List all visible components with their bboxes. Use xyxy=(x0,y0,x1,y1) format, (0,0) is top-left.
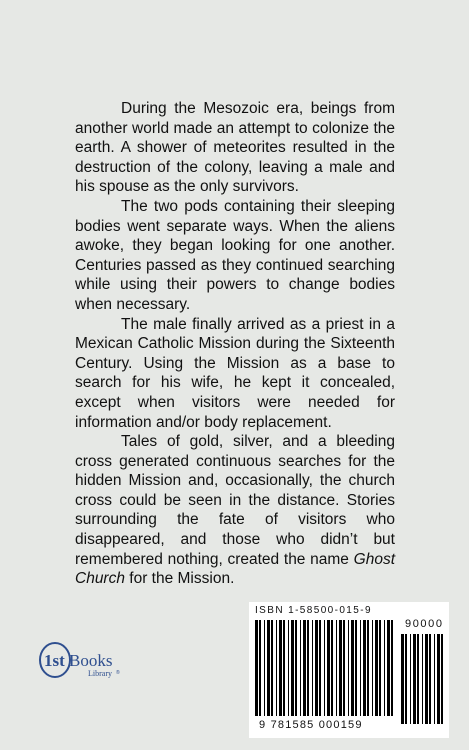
isbn-label: ISBN 1-58500-015-9 xyxy=(255,605,372,616)
barcode-block xyxy=(249,602,449,738)
logo-books: Books xyxy=(69,651,113,670)
blurb-paragraph-1: During the Mesozoic era, beings from another world made an attempt to colonize the earth. A shower of meteorites resulted in the destruction of the colony, leaving a male and his spouse as the only survivors. xyxy=(75,100,395,196)
barcode-digits: 9 781585 000159 xyxy=(259,719,363,731)
blurb-paragraph-4-text: Tales of gold, silver, and a bleeding cross generated continuous searches for the hidden Mission and, occasionally, the church cross could be seen in the distance. Stories surrounding the fate of visitors who disappeared, and those who didn’t but remembered nothing, created the name xyxy=(75,433,395,568)
book-title-mention: Ghost Church xyxy=(75,550,395,588)
logo-library: Library xyxy=(88,669,112,678)
publisher-logo xyxy=(38,638,148,684)
logo-1st: 1st xyxy=(44,651,65,670)
price-code: 90000 xyxy=(405,618,444,630)
blurb-paragraph-3: The male finally arrived as a priest in a Mexican Catholic Mission during the Sixteenth Century. Using the Mission as a base to search for his wife, he kept it concealed, except when visitors were needed for information and/or body replacement. xyxy=(75,315,395,431)
blurb-paragraph-4-end: for the Mission. xyxy=(124,570,235,588)
blurb-paragraph-4 xyxy=(75,432,395,589)
logo-registered-mark: ® xyxy=(116,670,120,676)
blurb-paragraph-2: The two pods containing their sleeping bodies went separate ways. When the aliens awoke, they began looking for one another. Centuries passed as they continued searching while using their powers to change bodies when necessary. xyxy=(75,197,395,313)
back-cover-blurb xyxy=(75,99,395,589)
